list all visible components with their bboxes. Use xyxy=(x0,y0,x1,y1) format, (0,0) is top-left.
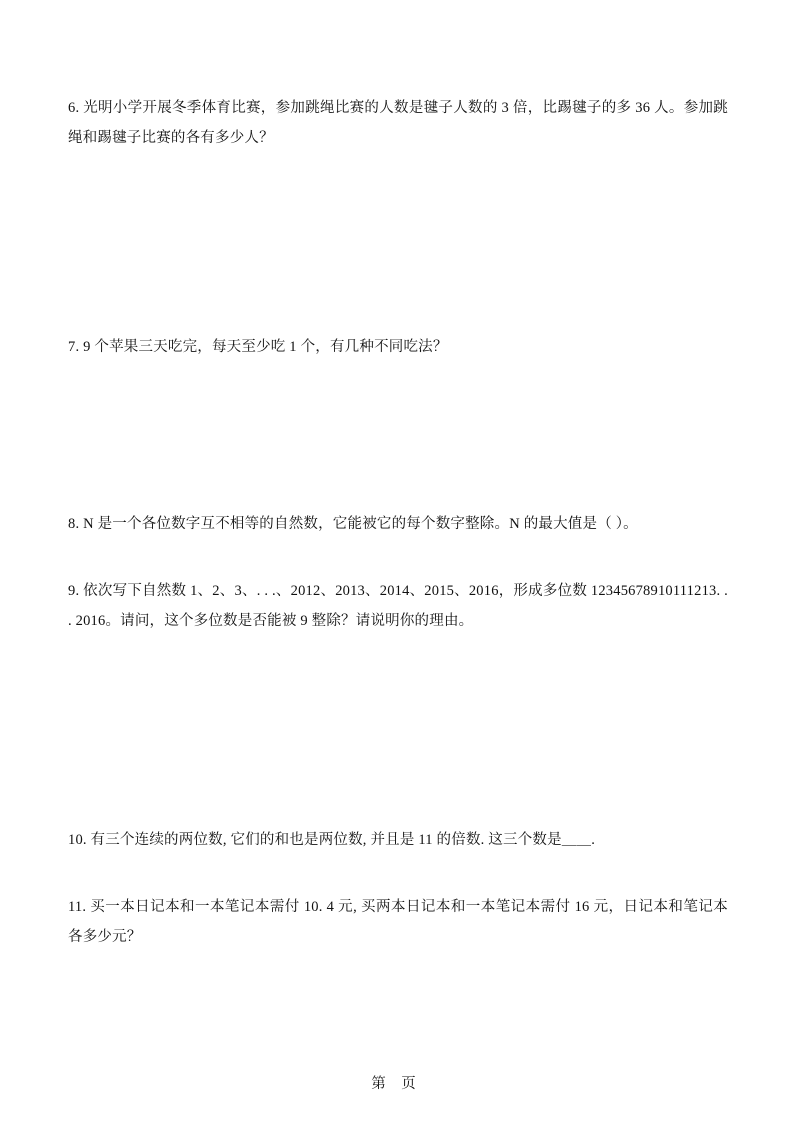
question-list xyxy=(68,78,728,966)
answer-space-7 xyxy=(68,376,728,494)
question-10: 10. 有三个连续的两位数, 它们的和也是两位数, 并且是 11 的倍数. 这三个数是＿＿. xyxy=(68,831,596,848)
answer-space-6 xyxy=(68,167,728,317)
answer-space-10 xyxy=(68,869,728,877)
answer-space-9 xyxy=(68,650,728,810)
page-footer: 第 页 xyxy=(371,1076,422,1092)
question-8: 8. N 是一个各位数字互不相等的自然数，它能被它的每个数字整除。N 的最大值是（ ）。 xyxy=(68,515,638,532)
question-9: 9. 依次写下自然数 1、2、3、. . .、2012、2013、2014、2015、2016，形成多位数 12345678910111213. . . 2016。请问，这个多位数是否能被 9 整除？请说明你的理由。 xyxy=(68,582,728,629)
question-11: 11. 买一本日记本和一本笔记本需付 10. 4 元, 买两本日记本和一本笔记本需付 16 元，日记本和笔记本各多少元？ xyxy=(68,898,728,945)
question-7: 7. 9 个苹果三天吃完，每天至少吃 1 个，有几种不同吃法？ xyxy=(68,338,448,355)
answer-space-8 xyxy=(68,553,728,561)
question-6: 6. 光明小学开展冬季体育比赛，参加跳绳比赛的人数是毽子人数的 3 倍，比踢毽子的多 36 人。参加跳绳和踢毽子比赛的各有多少人？ xyxy=(68,99,728,146)
